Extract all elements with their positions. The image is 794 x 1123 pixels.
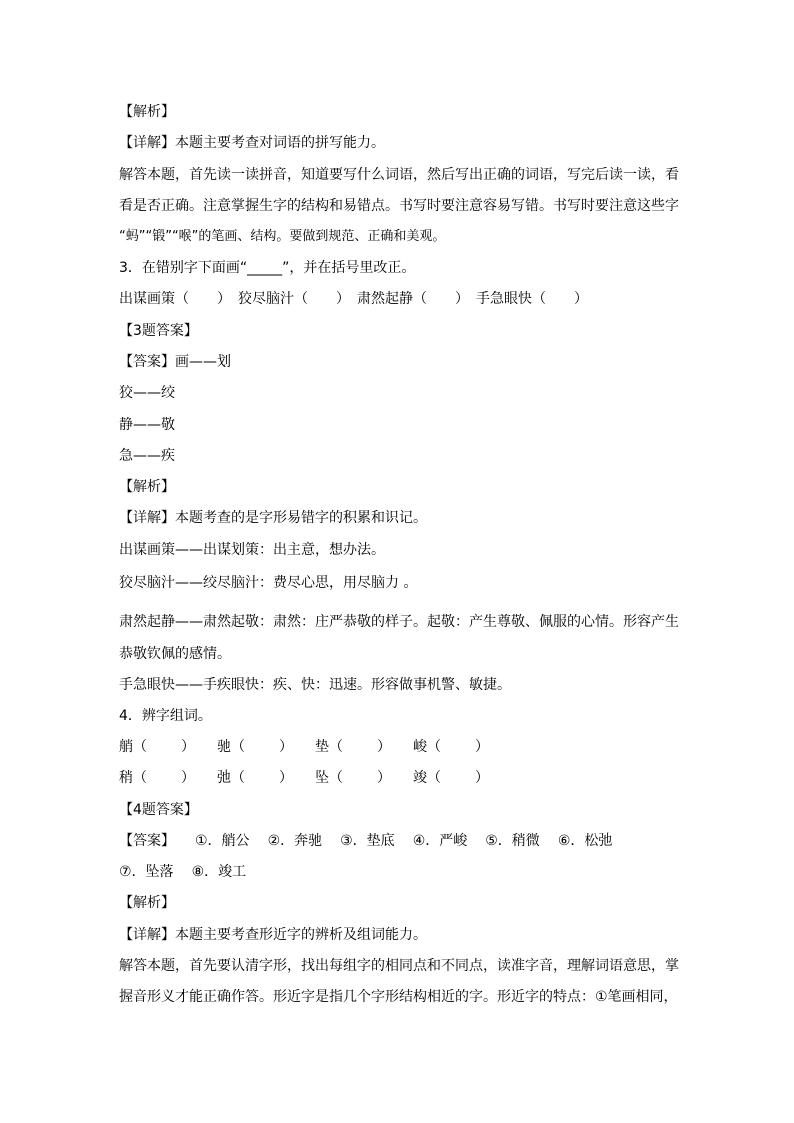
char-item: ） — [475, 770, 489, 786]
section-heading-analysis: 【解析】 — [119, 479, 175, 495]
answer-line: 静——敬 — [119, 417, 175, 433]
question-3: 3．在错别字下面画“_____”，并在括号里改正。 — [119, 260, 416, 276]
explanation-line: 手急眼快——手疾眼快：疾、快：迅速。形容做事机警、敏捷。 — [119, 677, 511, 693]
question-4-row-2 — [119, 768, 489, 788]
explanation-line: 肃然起静——肃然起敬：肃然：庄严恭敬的样子。起敬：产生尊敬、佩服的心情。形容产生 — [119, 614, 679, 630]
char-item: ） — [475, 739, 489, 755]
answer-item: ⑥．松弛 — [557, 833, 613, 849]
char-item: 艄（ — [119, 739, 147, 755]
char-item: 峻（ — [413, 739, 441, 755]
answer-item: ①．艄公 — [195, 833, 250, 849]
detail-line: 【详解】本题考查的是字形易错字的积累和识记。 — [119, 510, 427, 526]
char-item: 坠（ — [315, 770, 343, 786]
answer-heading-3: 【3题答案】 — [119, 323, 198, 339]
answer-line: 急——疾 — [119, 448, 175, 464]
paragraph-line: 解答本题，首先要认清字形，找出每组字的相同点和不同点，读准字音，理解词语意思，掌 — [119, 958, 679, 974]
question-4-row-1 — [119, 737, 489, 757]
answer-line: 狡——绞 — [119, 385, 175, 401]
answer-item: ⑦．坠落 — [119, 864, 174, 880]
char-item: 垫（ — [315, 739, 343, 755]
char-item: ） — [377, 739, 391, 755]
answer-4-line-1 — [119, 831, 612, 851]
paragraph-line: 解答本题，首先读一读拼音，知道要写什么词语，然后写出正确的词语，写完后读一读，看 — [119, 167, 679, 183]
char-item: ） — [181, 739, 195, 755]
answer-item: ③．垫底 — [340, 833, 395, 849]
answer-item: ⑤．稍微 — [485, 833, 540, 849]
char-item: ） — [279, 739, 293, 755]
char-item: 稍（ — [119, 770, 147, 786]
section-heading-analysis: 【解析】 — [119, 104, 175, 120]
explanation-line: 狡尽脑汁——绞尽脑汁：费尽心思，用尽脑力 。 — [119, 575, 418, 591]
char-item: ） — [181, 770, 195, 786]
char-item: 竣（ — [413, 770, 441, 786]
question-4: 4．辨字组词。 — [119, 708, 212, 724]
answer-item: ②．奔驰 — [267, 833, 323, 849]
answer-item: ④．严峻 — [412, 833, 468, 849]
detail-line: 【详解】本题主要考查形近字的辨析及组词能力。 — [119, 927, 427, 943]
paragraph-line: 握音形义才能正确作答。形近字是指几个字形结构相近的字。形近字的特点：①笔画相同， — [119, 989, 678, 1005]
answer-item: ⑧．竣工 — [191, 864, 247, 880]
paragraph-line: 看是否正确。注意掌握生字的结构和易错点。书写时要注意容易写错。书写时要注意这些字 — [119, 198, 679, 214]
explanation-line: 出谋画策——出谋划策：出主意，想办法。 — [119, 542, 385, 558]
explanation-line: 恭敬钦佩的感情。 — [119, 646, 231, 662]
answer-label: 【答案】 — [119, 833, 175, 849]
char-item: 弛（ — [217, 770, 245, 786]
answer-4-line-2 — [119, 862, 246, 882]
section-heading-analysis: 【解析】 — [119, 895, 175, 911]
question-3-items: 出谋画策（ ） 狡尽脑汁（ ） 肃然起静（ ） 手急眼快（ ） — [119, 291, 588, 307]
answer-line: 【答案】画——划 — [119, 354, 231, 370]
char-item: ） — [279, 770, 293, 786]
char-item: ） — [377, 770, 391, 786]
char-item: 驰（ — [217, 739, 245, 755]
answer-heading-4: 【4题答案】 — [119, 802, 198, 818]
detail-line: 【详解】本题主要考查对词语的拼写能力。 — [119, 135, 385, 151]
paragraph-line: “蚂”“锻”“喉”的笔画、结构。要做到规范、正确和美观。 — [119, 229, 446, 244]
